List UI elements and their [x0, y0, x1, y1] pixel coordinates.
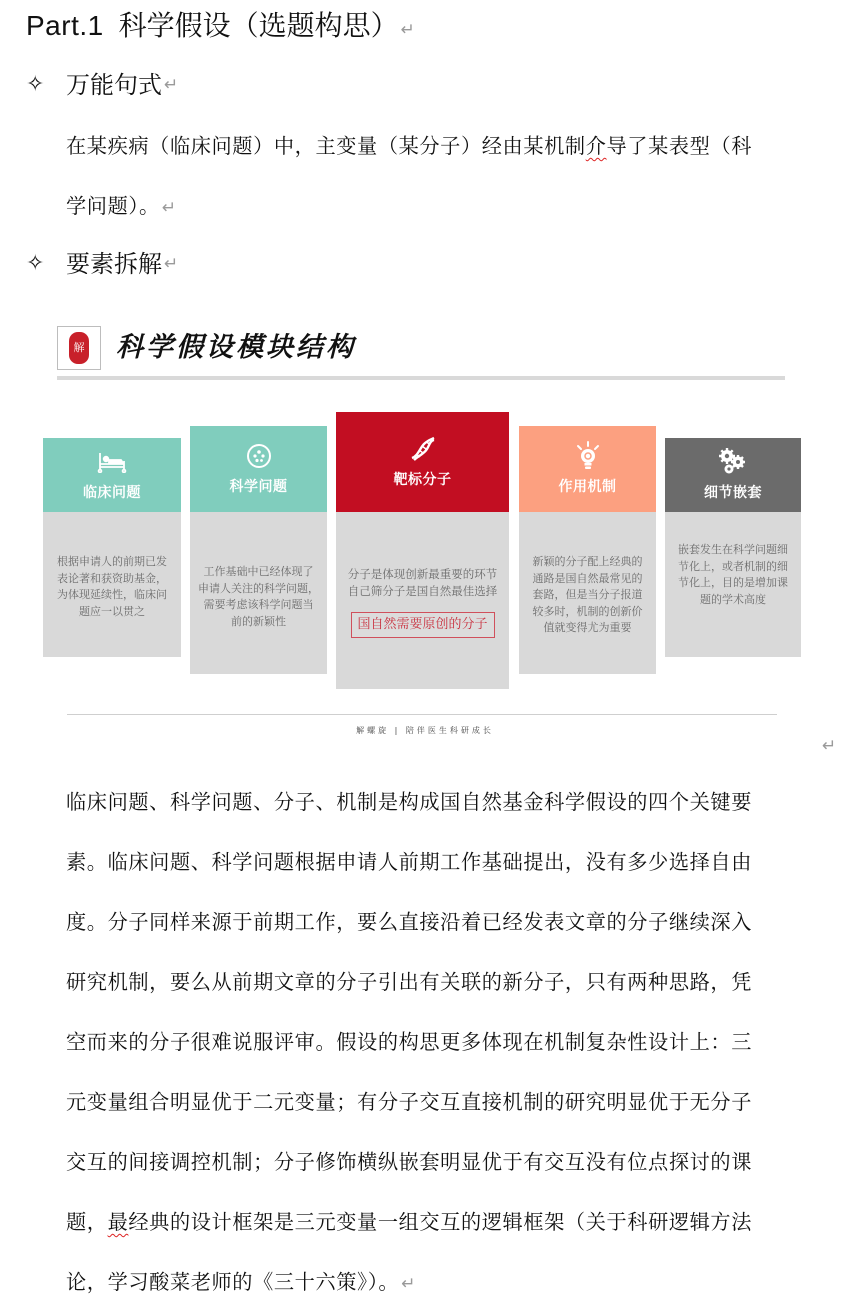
- section-title: 要素拆解: [66, 250, 162, 278]
- spellcheck-flag[interactable]: 最: [107, 1210, 129, 1234]
- card-clinical-problem: [43, 438, 181, 657]
- hypothesis-structure-figure[interactable]: [40, 318, 810, 748]
- dna-icon: [408, 435, 438, 463]
- figure-title: 科学假设模块结构: [116, 332, 356, 363]
- card-label: 细节嵌套: [704, 485, 762, 501]
- card-header: [190, 426, 327, 512]
- paragraph-mark: ↵: [401, 1274, 417, 1294]
- spellcheck-flag[interactable]: 介: [585, 134, 607, 158]
- gears-icon: [718, 448, 748, 476]
- paragraph-mark: ↵: [164, 75, 179, 95]
- four-point-star-icon: ✧: [26, 72, 45, 97]
- card-detail-nesting: [665, 438, 801, 657]
- card-header: [336, 412, 509, 512]
- body-line: 元变量组合明显优于二元变量；有分子交互直接机制的研究明显优于无分子: [66, 1090, 752, 1114]
- card-label: 科学问题: [229, 479, 288, 495]
- body-line: 交互的间接调控机制；分子修饰横纵嵌套明显优于有交互没有位点探讨的课: [66, 1150, 752, 1174]
- formula-line-1: 在某疾病（临床问题）中，主变量（某分子）经由某机制介导了某表型（科: [66, 134, 753, 158]
- card-body: 分子是体现创新最重要的环节 自己筛分子是国自然最佳选择 国自然需要原创的分子: [336, 512, 509, 638]
- card-target-molecule: [336, 412, 509, 689]
- card-mechanism: [519, 426, 656, 674]
- card-header: [519, 426, 656, 512]
- body-line: 度。分子同样来源于前期工作，要么直接沿着已经发表文章的分子继续深入: [66, 910, 752, 934]
- figure-footer: 解螺旋 | 陪伴医生科研成长: [356, 726, 494, 735]
- section-title: 万能句式: [66, 71, 162, 99]
- seal-logo: [57, 326, 101, 370]
- footer-divider: [67, 714, 777, 715]
- body-line: 论，学习酸菜老师的《三十六策》）。 ↵: [66, 1270, 417, 1294]
- seal-char: 解: [69, 332, 89, 364]
- paragraph-mark: ↵: [161, 198, 177, 218]
- card-body: 根据申请人的前期已发 表论著和获资助基金， 为体现延续性，临床问 题应一以贯之: [57, 555, 167, 618]
- card-body: 新颖的分子配上经典的 通路是国自然最常见的 套路，但是当分子报道 较多时，机制的创新价 值就变得尤为重要: [532, 555, 643, 634]
- paragraph-mark: ↵: [164, 254, 179, 274]
- four-point-star-icon: ✧: [26, 251, 45, 276]
- body-line: 研究机制，要么从前期文章的分子引出有关联的新分子，只有两种思路，凭: [66, 970, 752, 994]
- card-label: 作用机制: [558, 479, 617, 495]
- body-paragraph: [66, 772, 826, 1312]
- heading-part1: [26, 6, 415, 50]
- card-header: [665, 438, 801, 512]
- body-line: 临床问题、科学问题、分子、机制是构成国自然基金科学假设的四个关键要: [66, 790, 752, 814]
- formula-paragraph: [66, 116, 826, 236]
- section-heading-formula: [26, 68, 178, 102]
- heading-prefix: Part.1: [26, 10, 104, 41]
- card-label: 临床问题: [83, 485, 141, 501]
- card-label: 靶标分子: [393, 472, 452, 488]
- callout-original-molecule: 国自然需要原创的分子: [351, 612, 495, 638]
- formula-line-2: 学问题）。 ↵: [66, 194, 177, 218]
- card-header: [43, 438, 181, 512]
- body-line: 空而来的分子很难说服评审。假设的构思更多体现在机制复杂性设计上：三: [66, 1030, 752, 1054]
- cell-icon: [246, 442, 272, 470]
- title-divider: [57, 376, 785, 380]
- body-line: 素。临床问题、科学问题根据申请人前期工作基础提出，没有多少选择自由: [66, 850, 752, 874]
- card-body: 工作基础中已经体现了 申请人关注的科学问题， 需要考虑该科学问题当 前的新颖性: [198, 565, 319, 628]
- card-scientific-problem: [190, 426, 327, 674]
- hospital-bed-icon: [97, 448, 127, 476]
- heading-text: 科学假设（选题构思）: [118, 9, 399, 42]
- card-body: 嵌套发生在科学问题细 节化上，或者机制的细 节化上，目的是增加课 题的学术高度: [678, 543, 788, 606]
- paragraph-mark: ↵: [822, 736, 837, 756]
- paragraph-mark: ↵: [400, 20, 415, 40]
- section-heading-elements: [26, 247, 178, 281]
- body-line: 题，最经典的设计框架是三元变量一组交互的逻辑框架（关于科研逻辑方法: [66, 1210, 753, 1234]
- lightbulb-icon: [573, 442, 603, 470]
